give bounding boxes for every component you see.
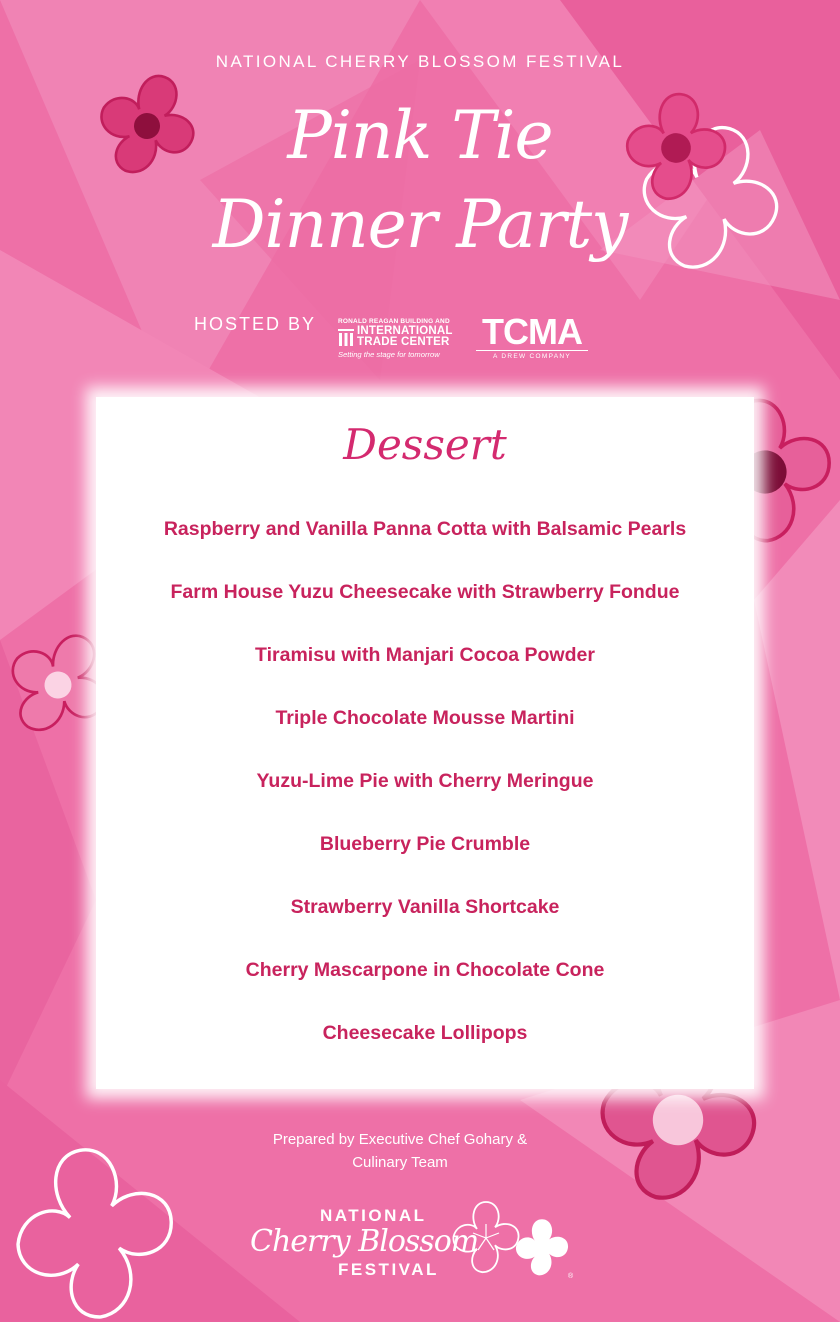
event-title-line2: Dinner Party bbox=[212, 186, 628, 263]
prepared-line2: Culinary Team bbox=[352, 1154, 448, 1171]
event-title-line1: Pink Tie bbox=[287, 97, 553, 174]
menu-item: Cherry Mascarpone in Chocolate Cone bbox=[245, 959, 605, 981]
prepared-line1: Prepared by Executive Chef Gohary & bbox=[272, 1131, 528, 1148]
festival-name-header: NATIONAL CHERRY BLOSSOM FESTIVAL bbox=[215, 52, 625, 71]
ncbf-logo-line1: NATIONAL bbox=[320, 1206, 427, 1225]
building-icon bbox=[338, 327, 354, 347]
menu-item: Yuzu-Lime Pie with Cherry Meringue bbox=[256, 770, 594, 792]
tcma-logo-name: TCMA bbox=[482, 311, 582, 352]
svg-text:®: ® bbox=[568, 1273, 574, 1280]
blossom-logo-icon bbox=[448, 1200, 578, 1280]
menu-item: Tiramisu with Manjari Cocoa Powder bbox=[255, 644, 595, 666]
menu-item: Cheesecake Lollipops bbox=[322, 1022, 528, 1044]
tcma-logo-tagline: A DREW COMPANY bbox=[476, 350, 588, 360]
menu-item: Blueberry Pie Crumble bbox=[319, 833, 531, 855]
rrb-itc-logo bbox=[338, 318, 462, 359]
menu-item: Farm House Yuzu Cheesecake with Strawberry Fondue bbox=[170, 581, 680, 603]
menu-item: Strawberry Vanilla Shortcake bbox=[290, 896, 560, 918]
prepared-by-credit bbox=[200, 1128, 600, 1174]
rrb-logo-line2: INTERNATIONAL bbox=[357, 325, 453, 337]
tcma-logo bbox=[476, 311, 588, 360]
menu-item: Raspberry and Vanilla Panna Cotta with Balsamic Pearls bbox=[163, 518, 687, 540]
ncbf-logo-line2: Cherry Blossom bbox=[250, 1224, 479, 1259]
rrb-logo-line3: TRADE CENTER bbox=[357, 336, 450, 348]
ncbf-logo-line3: FESTIVAL bbox=[338, 1260, 439, 1279]
menu-heading: Dessert bbox=[343, 420, 507, 469]
dessert-list bbox=[96, 511, 754, 1078]
ncbf-logo bbox=[240, 1200, 580, 1290]
rrb-logo-line1: RONALD REAGAN BUILDING AND bbox=[338, 318, 450, 325]
menu-item: Triple Chocolate Mousse Martini bbox=[275, 707, 575, 729]
rrb-logo-tagline: Setting the stage for tomorrow bbox=[338, 350, 440, 359]
hosted-by-label: HOSTED BY bbox=[194, 314, 317, 334]
